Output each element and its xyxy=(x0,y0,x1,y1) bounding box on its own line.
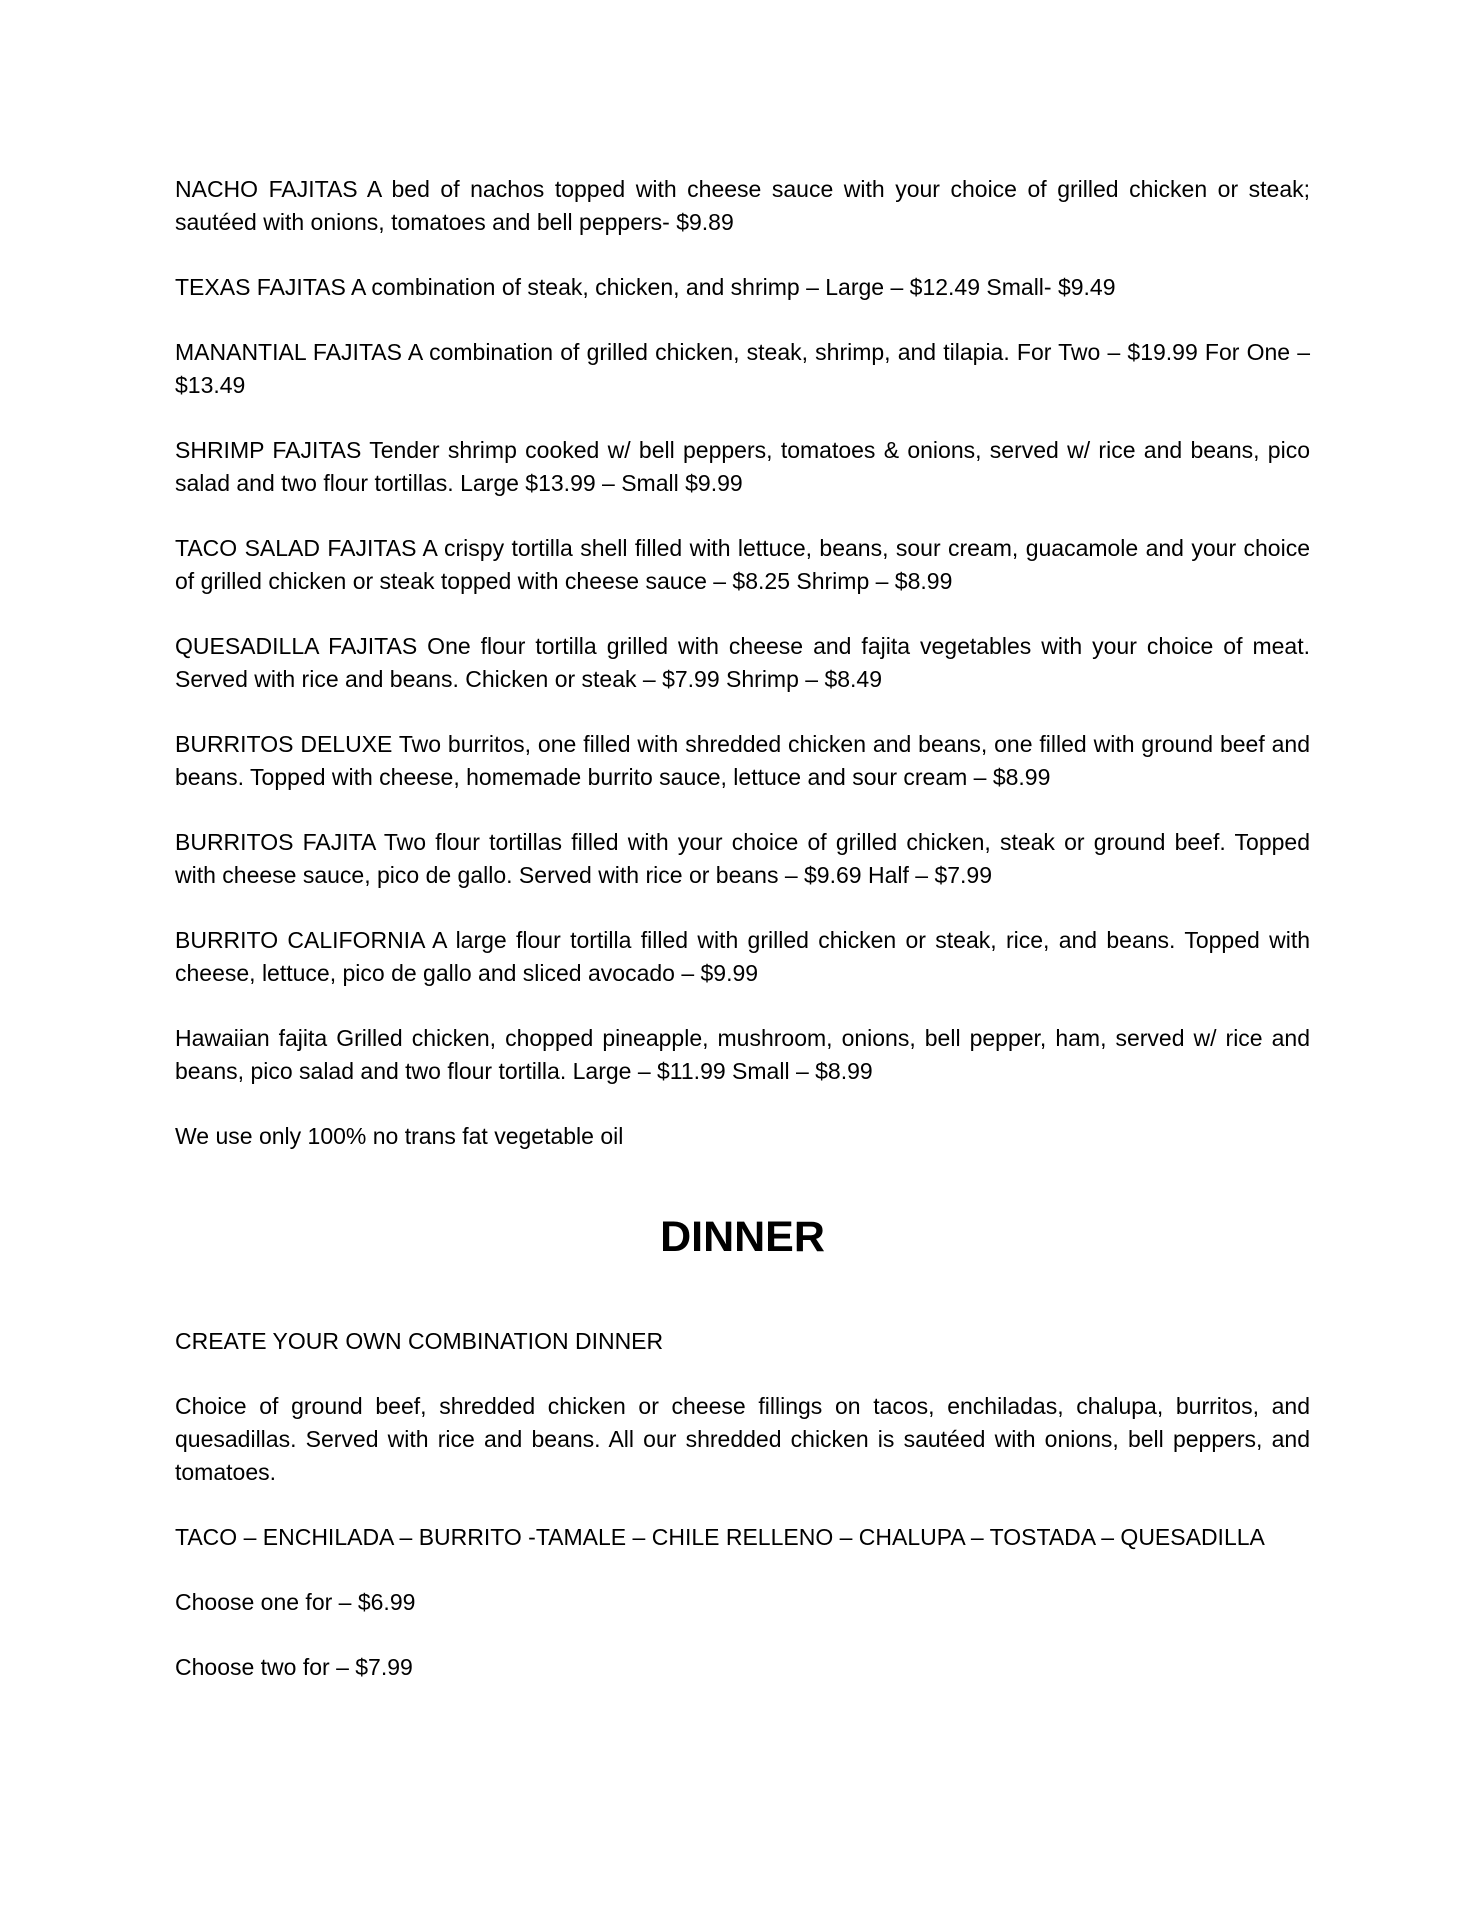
dinner-heading: DINNER xyxy=(660,1213,825,1261)
menu-item-burrito-california: BURRITO CALIFORNIA A large flour tortilla filled with grilled chicken or steak, rice, and beans. Topped with cheese, lettuce, pico de gallo and sliced avocado – $9.99 xyxy=(175,927,1310,986)
menu-item-shrimp-fajitas: SHRIMP FAJITAS Tender shrimp cooked w/ bell peppers, tomatoes & onions, served w/ rice and beans, pico salad and two flour tortillas. Large $13.99 – Small $9.99 xyxy=(175,437,1310,496)
dinner-options: TACO – ENCHILADA – BURRITO -TAMALE – CHILE RELLENO – CHALUPA – TOSTADA – QUESADILLA xyxy=(175,1524,1265,1550)
menu-page xyxy=(175,173,1310,1716)
menu-item-quesadilla-fajitas: QUESADILLA FAJITAS One flour tortilla grilled with cheese and fajita vegetables with your choice of meat. Served with rice and beans. Chicken or steak – $7.99 Shrimp – $8.49 xyxy=(175,633,1310,692)
menu-item-manantial-fajitas: MANANTIAL FAJITAS A combination of grilled chicken, steak, shrimp, and tilapia. For Two – $19.99 For One – $13.49 xyxy=(175,339,1310,398)
dinner-price-choose-one: Choose one for – $6.99 xyxy=(175,1589,416,1615)
dinner-description: Choice of ground beef, shredded chicken or cheese fillings on tacos, enchiladas, chalupa, burritos, and quesadillas. Served with rice and beans. All our shredded chicken is sautéed with onions, bell peppers, and tomatoes. xyxy=(175,1393,1310,1485)
menu-item-burritos-deluxe: BURRITOS DELUXE Two burritos, one filled with shredded chicken and beans, one filled with ground beef and beans. Topped with cheese, homemade burrito sauce, lettuce and sour cream – $8.99 xyxy=(175,731,1310,790)
oil-note: We use only 100% no trans fat vegetable oil xyxy=(175,1123,624,1149)
menu-item-burritos-fajita: BURRITOS FAJITA Two flour tortillas filled with your choice of grilled chicken, steak or ground beef. Topped with cheese sauce, pico de gallo. Served with rice or beans – $9.69 Half – $7.99 xyxy=(175,829,1310,888)
dinner-price-choose-two: Choose two for – $7.99 xyxy=(175,1654,413,1680)
dinner-subheading: CREATE YOUR OWN COMBINATION DINNER xyxy=(175,1328,664,1354)
menu-item-taco-salad-fajitas: TACO SALAD FAJITAS A crispy tortilla shell filled with lettuce, beans, sour cream, guacamole and your choice of grilled chicken or steak topped with cheese sauce – $8.25 Shrimp – $8.99 xyxy=(175,535,1310,594)
menu-item-hawaiian-fajita: Hawaiian fajita Grilled chicken, chopped pineapple, mushroom, onions, bell pepper, ham, served w/ rice and beans, pico salad and two flour tortilla. Large – $11.99 Small – $8.99 xyxy=(175,1025,1310,1084)
menu-item-texas-fajitas: TEXAS FAJITAS A combination of steak, chicken, and shrimp – Large – $12.49 Small- $9.49 xyxy=(175,274,1116,300)
menu-item-nacho-fajitas: NACHO FAJITAS A bed of nachos topped with cheese sauce with your choice of grilled chicken or steak; sautéed with onions, tomatoes and bell peppers- $9.89 xyxy=(175,176,1310,235)
